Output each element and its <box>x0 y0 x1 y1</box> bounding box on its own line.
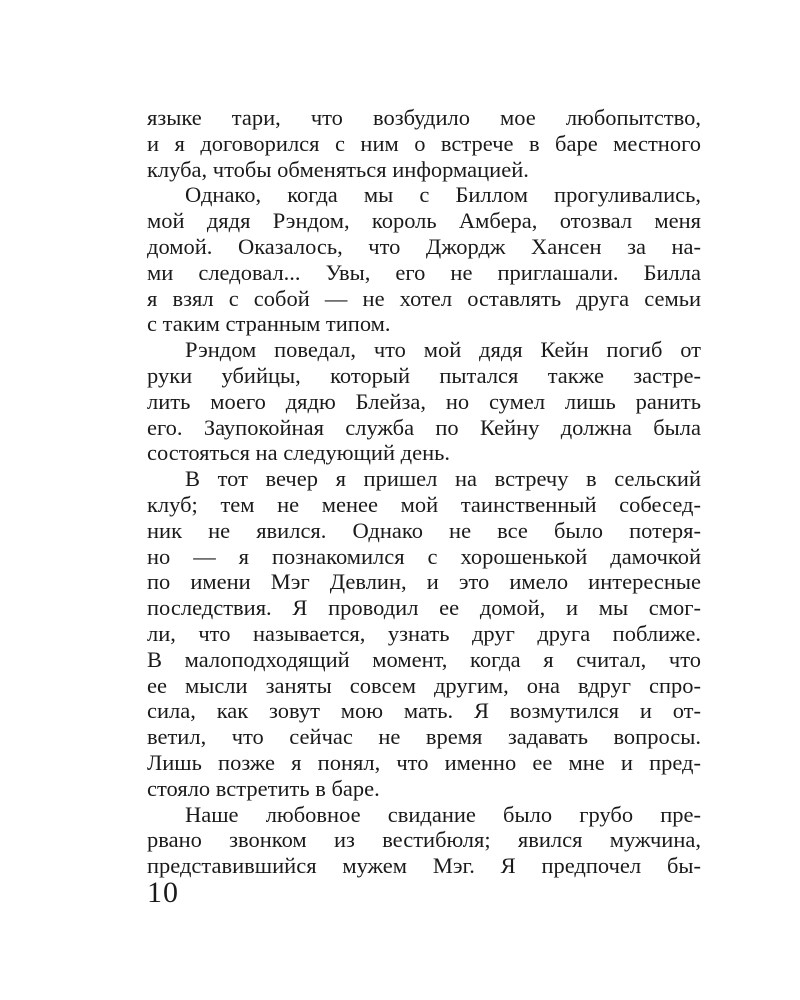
text-line: и я договорился с ним о встрече в баре местного <box>147 130 701 156</box>
text-line: стояло встретить в баре. <box>147 775 380 801</box>
text-line: с таким странным типом. <box>147 311 391 337</box>
page-number: 10 <box>147 876 179 909</box>
text-line: В тот вечер я пришел на встречу в сельский <box>185 466 701 492</box>
text-line: домой. Оказалось, что Джордж Хансен за на- <box>147 233 701 259</box>
text-line: его. Заупокойная служба по Кейну должна была <box>147 414 701 440</box>
text-line: ли, что называется, узнать друг друга поближе. <box>147 620 701 646</box>
text-line: ник не явился. Однако не все было потеря- <box>147 517 701 543</box>
text-line: языке тари, что возбудило мое любопытство, <box>147 105 701 130</box>
text-line: мой дядя Рэндом, король Амбера, отозвал меня <box>147 208 701 234</box>
text-line: но — я познакомился с хорошенькой дамочкой <box>147 543 701 569</box>
text-line: Лишь позже я понял, что именно ее мне и пред- <box>147 749 701 775</box>
text-line: Однако, когда мы с Биллом прогуливались, <box>185 182 701 208</box>
text-line: В малоподходящий момент, когда я считал, что <box>147 646 701 672</box>
text-line: представившийся мужем Мэг. Я предпочел бы- <box>147 853 701 879</box>
text-line: рвано звонком из вестибюля; явился мужчина, <box>147 827 701 853</box>
text-line: сила, как зовут мою мать. Я возмутился и от- <box>147 698 701 724</box>
text-line: ми следовал... Увы, его не приглашали. Билла <box>147 259 701 285</box>
text-line: лить моего дядю Блейза, но сумел лишь ранить <box>147 388 701 414</box>
text-line: ветил, что сейчас не время задавать вопросы. <box>147 724 701 750</box>
text-line: я взял с собой — не хотел оставлять друга семьи <box>147 285 701 311</box>
text-line: состояться на следующий день. <box>147 440 451 466</box>
text-line: ее мысли заняты совсем другим, она вдруг спро- <box>147 672 701 698</box>
text-line: Рэндом поведал, что мой дядя Кейн погиб от <box>185 337 701 363</box>
text-line: последствия. Я проводил ее домой, и мы смог- <box>147 595 701 621</box>
text-line: руки убийцы, который пытался также застре- <box>147 362 701 388</box>
text-line: по имени Мэг Девлин, и это имело интересные <box>147 569 701 595</box>
text-line: клуба, чтобы обменяться информацией. <box>147 156 529 182</box>
text-line: Наше любовное свидание было грубо пре- <box>185 801 701 827</box>
text-line: клуб; тем не менее мой таинственный собесед- <box>147 491 701 517</box>
body-text <box>147 105 701 879</box>
